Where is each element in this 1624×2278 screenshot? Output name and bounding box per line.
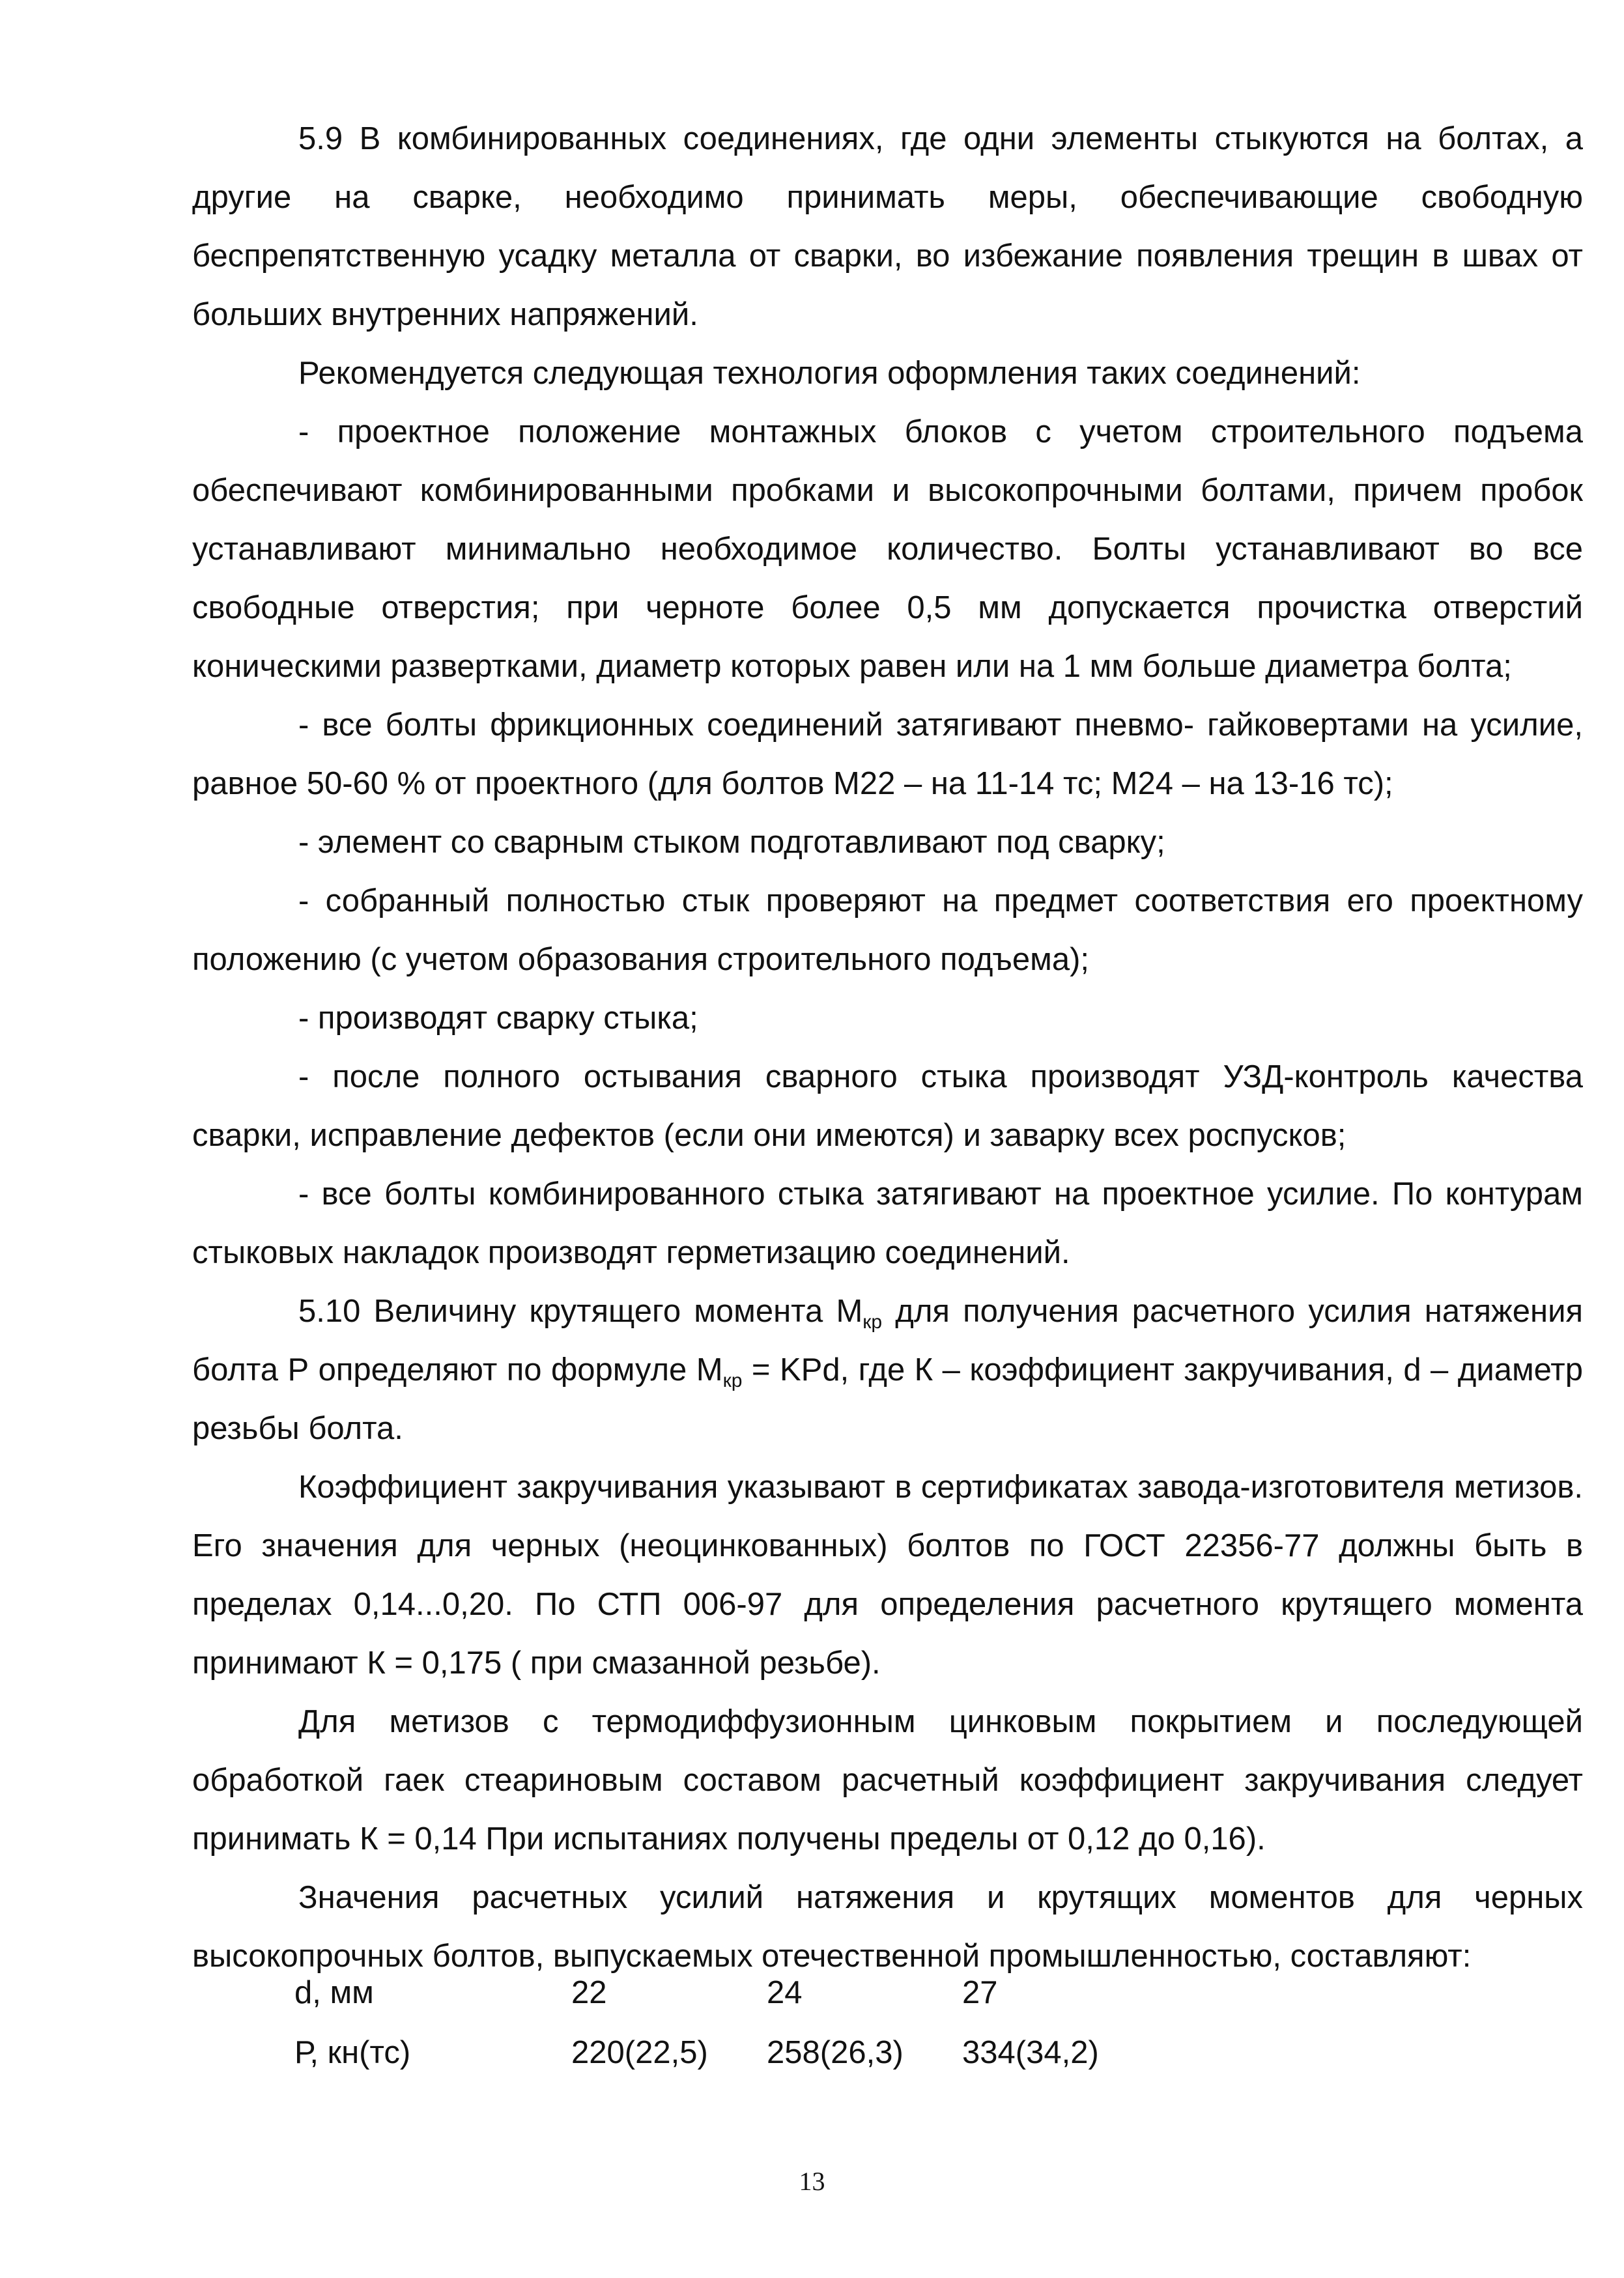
torque-text-a: 5.10 Величину крутящего момента М <box>298 1294 863 1329</box>
torque-subscript-2: кр <box>722 1370 743 1391</box>
row-label-force: Р, кн(тс) <box>294 2035 411 2070</box>
list-item-friction-bolts: - все болты фрикционных соединений затягивают пневмо- гайковертами на усилие, равное 50-60 % от проектного (для болтов М22 – на 11-14 тс; М24 – на 13-16 тс); <box>192 707 1583 801</box>
cell-diameter-1: 22 <box>571 1975 607 2010</box>
table-row-force <box>294 2023 1158 2083</box>
list-item-welded-joint-prep: - элемент со сварным стыком подготавливают под сварку; <box>298 825 1165 860</box>
bolt-values-table <box>294 1963 1158 2083</box>
list-item-assembled-joint-check: - собранный полностью стык проверяют на предмет соответствия его проектному положению (с учетом образования строительного подъема); <box>192 883 1583 977</box>
body-text <box>192 109 1583 1986</box>
row-label-diameter: d, мм <box>294 1975 374 2010</box>
cell-force-1: 220(22,5) <box>571 2035 708 2070</box>
paragraph-values-intro: Значения расчетных усилий натяжения и крутящих моментов для черных высокопрочных болтов, выпускаемых отечественной промышленностью, составляют: <box>192 1880 1583 1974</box>
torque-text-c: = KPd, где К – коэффициент закручивания, d – диаметр резьбы болта. <box>192 1352 1583 1446</box>
paragraph-5-9: 5.9 В комбинированных соединениях, где одни элементы стыкуются на болтах, а другие на сварке, необходимо принимать меры, обеспечивающие свободную беспрепятственную усадку металла от сварки, во избежание появления трещин в швах от больших внутренних напряжений. <box>192 121 1583 332</box>
cell-diameter-3: 27 <box>962 1975 998 2010</box>
page-number: 13 <box>799 2167 825 2196</box>
paragraph-zinc-coating: Для метизов с термодиффузионным цинковым покрытием и последующей обработкой гаек стеариновым составом расчетный коэффициент закручивания следует принимать К = 0,14 При испытаниях получены пределы от 0,12 до 0,16). <box>192 1704 1583 1857</box>
paragraph-5-10 <box>192 1282 1583 1458</box>
torque-text-b: для получения расчетного усилия натяжения болта Р определяют по формуле М <box>192 1294 1583 1388</box>
cell-force-2: 258(26,3) <box>767 2035 904 2070</box>
list-item-final-tightening: - все болты комбинированного стыка затягивают на проектное усилие. По контурам стыковых накладок производят герметизацию соединений. <box>192 1176 1583 1270</box>
cell-diameter-2: 24 <box>767 1975 803 2010</box>
table-row-diameter <box>294 1963 1158 2023</box>
torque-subscript-1: кр <box>862 1311 883 1333</box>
list-item-welding: - производят сварку стыка; <box>298 1001 698 1036</box>
paragraph-twist-coefficient: Коэффициент закручивания указывают в сертификатах завода-изготовителя метизов. Его значения для черных (неоцинкованных) болтов по ГОСТ 22356-77 должны быть в пределах 0,14...0,20. По СТП 006-97 для определения расчетного крутящего момента принимают К = 0,175 ( при смазанной резьбе). <box>192 1470 1583 1681</box>
list-item-project-position: - проектное положение монтажных блоков с учетом строительного подъема обеспечивают комбинированными пробками и высокопрочными болтами, причем пробок устанавливают минимально необходимое количество. Болты устанавливают во все свободные отверстия; при черноте более 0,5 мм допускается прочистка отверстий коническими развертками, диаметр которых равен или на 1 мм больше диаметра болта; <box>192 414 1583 684</box>
paragraph-recommendation-intro: Рекомендуется следующая технология оформления таких соединений: <box>298 356 1361 391</box>
list-item-ultrasonic-control: - после полного остывания сварного стыка производят УЗД-контроль качества сварки, исправление дефектов (если они имеются) и заварку всех роспусков; <box>192 1059 1583 1153</box>
cell-force-3: 334(34,2) <box>962 2035 1099 2070</box>
